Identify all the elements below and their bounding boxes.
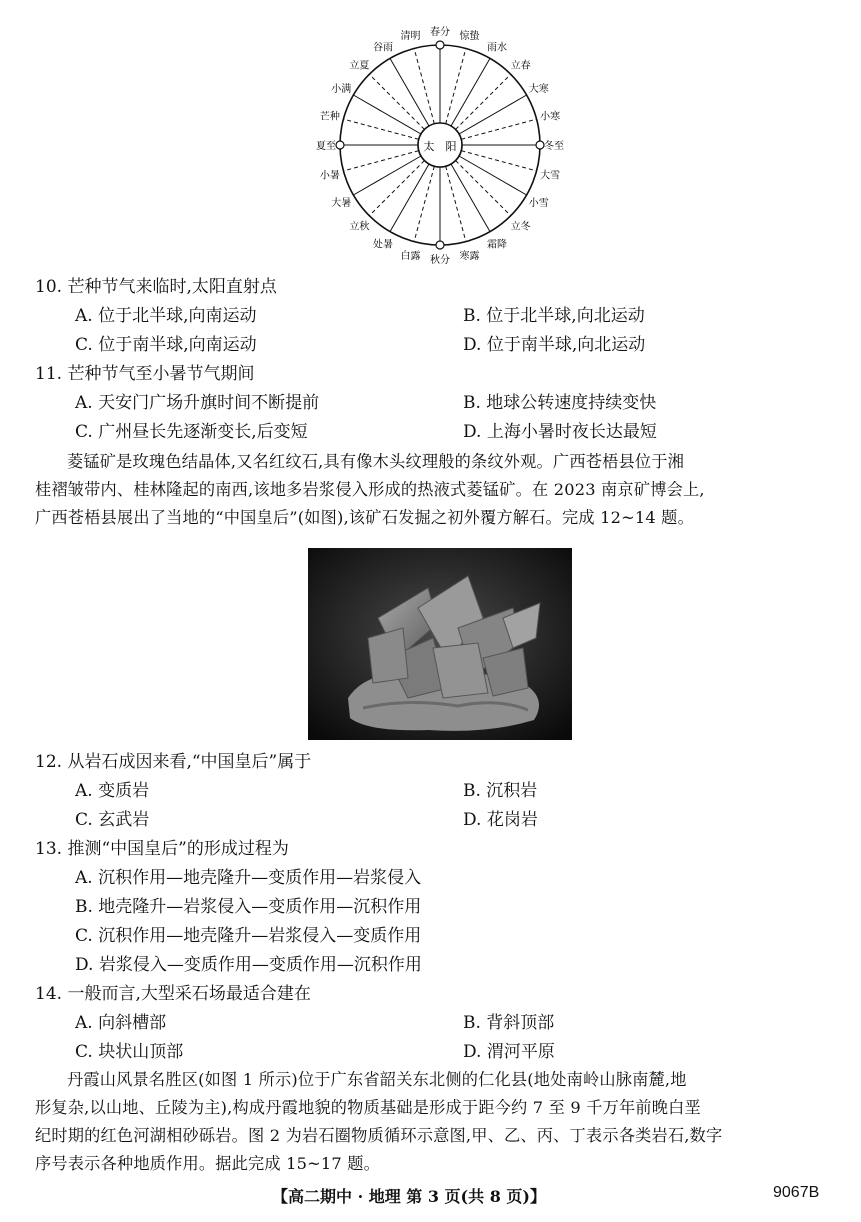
q13-option-c: C. 沉积作用—地壳隆升—岩浆侵入—变质作用 (75, 926, 422, 946)
term-spoke (459, 95, 527, 134)
q11-option-c: C. 广州昼长先逐渐变长,后变短 (75, 422, 308, 442)
q12-stem: 12. 从岩石成因来看,“中国皇后”属于 (35, 752, 312, 772)
footer-title: 【高二期中 · 地理 第 3 页(共 8 页)】 (272, 1187, 546, 1206)
passage2-line4: 序号表示各种地质作用。据此完成 15~17 题。 (35, 1154, 381, 1173)
q11-stem: 11. 芒种节气至小暑节气期间 (35, 364, 255, 384)
term-spoke (456, 74, 511, 129)
solar-term-label: 大暑 (331, 198, 352, 209)
term-spoke (459, 156, 527, 195)
solar-term-label: 小满 (331, 84, 352, 95)
q12-option-d: D. 花岗岩 (463, 810, 538, 830)
term-spoke (461, 151, 536, 171)
q14-option-c: C. 块状山顶部 (75, 1042, 184, 1062)
solar-term-label: 寒露 (459, 251, 480, 263)
term-spoke (369, 74, 424, 129)
q13-option-b: B. 地壳隆升—岩浆侵入—变质作用—沉积作用 (75, 897, 422, 917)
term-spoke (353, 156, 421, 195)
passage2-line2: 形复杂,以山地、丘陵为主),构成丹霞地貌的物质基础是形成于距今约 7 至 9 千万年前晚白垩 (35, 1098, 701, 1117)
q10-option-a: A. 位于北半球,向南运动 (75, 306, 257, 326)
passage1-line2: 桂褶皱带内、桂林隆起的南西,该地多岩浆侵入形成的热液式菱锰矿。在 2023 南京矿博会上, (35, 480, 705, 499)
cardinal-term-marker (436, 241, 444, 249)
cardinal-term-marker (536, 141, 544, 149)
term-spoke (451, 58, 490, 126)
passage2-line3: 纪时期的红色河湖相砂砾岩。图 2 为岩石圈物质循环示意图,甲、乙、丙、丁表示各类岩石,数字 (35, 1126, 723, 1145)
q14-option-b: B. 背斜顶部 (463, 1013, 555, 1033)
q12-option-c: C. 玄武岩 (75, 810, 150, 830)
term-spoke (451, 164, 490, 232)
term-spoke (461, 119, 536, 139)
solar-term-label: 霜降 (487, 239, 507, 251)
q10-option-d: D. 位于南半球,向北运动 (463, 335, 646, 355)
solar-term-label: 白露 (400, 251, 421, 263)
term-spoke (414, 48, 434, 123)
solar-term-label: 立春 (510, 60, 531, 72)
solar-term-label: 春分 (430, 27, 450, 38)
term-spoke (390, 164, 429, 232)
solar-term-label: 秋分 (430, 255, 450, 266)
term-spoke (353, 95, 421, 134)
solar-term-label: 冬至 (544, 141, 564, 152)
sun-label-right: 阳 (445, 140, 457, 153)
china-queen-mineral-photo (308, 548, 572, 740)
solar-term-label: 小雪 (528, 198, 549, 209)
passage-rhodochrosite (35, 448, 835, 532)
q11-option-a: A. 天安门广场升旗时间不断提前 (75, 393, 320, 413)
solar-term-label: 清明 (400, 30, 421, 42)
solar-term-label: 夏至 (316, 141, 336, 152)
term-spoke (446, 48, 466, 123)
solar-terms-diagram (300, 0, 580, 270)
solar-term-label: 小寒 (540, 111, 561, 123)
solar-term-label: 小暑 (319, 170, 340, 182)
q14-option-a: A. 向斜槽部 (75, 1013, 167, 1033)
solar-term-label: 处暑 (373, 239, 393, 251)
solar-term-label: 芒种 (319, 111, 340, 123)
q11-option-d: D. 上海小暑时夜长达最短 (463, 422, 657, 442)
cardinal-term-marker (336, 141, 344, 149)
passage1-line3: 广西苍梧县展出了当地的“中国皇后”(如图),该矿石发掘之初外覆方解石。完成 12~14 题。 (35, 508, 694, 527)
q14-option-d: D. 渭河平原 (463, 1042, 555, 1062)
term-spoke (369, 161, 424, 216)
term-spoke (456, 161, 511, 216)
footer-code: 9067B (773, 1184, 820, 1201)
solar-term-label: 立秋 (349, 221, 370, 233)
q13-stem: 13. 推测“中国皇后”的形成过程为 (35, 839, 289, 859)
passage-danxia (35, 1066, 835, 1178)
q10-stem: 10. 芒种节气来临时,太阳直射点 (35, 277, 277, 297)
q11-option-b: B. 地球公转速度持续变快 (463, 393, 657, 413)
q12-option-a: A. 变质岩 (75, 781, 150, 801)
q14-stem: 14. 一般而言,大型采石场最适合建在 (35, 984, 311, 1004)
q10-option-b: B. 位于北半球,向北运动 (463, 306, 645, 326)
solar-term-label: 大寒 (528, 84, 549, 95)
solar-term-label: 谷雨 (373, 42, 393, 54)
q12-option-b: B. 沉积岩 (463, 781, 538, 801)
solar-term-label: 雨水 (487, 42, 507, 54)
solar-term-label: 立冬 (510, 221, 531, 233)
solar-term-label: 大雪 (540, 170, 561, 182)
term-spoke (343, 119, 418, 139)
term-spoke (446, 166, 466, 241)
passage1-line1: 菱锰矿是玫瑰色结晶体,又名红纹石,具有像木头纹理般的条纹外观。广西苍梧县位于湘 (67, 452, 685, 471)
cardinal-term-marker (436, 41, 444, 49)
passage2-line1: 丹霞山风景名胜区(如图 1 所示)位于广东省韶关东北侧的仁化县(地处南岭山脉南麓,地 (67, 1070, 687, 1089)
q13-option-d: D. 岩浆侵入—变质作用—变质作用—沉积作用 (75, 955, 422, 975)
term-spoke (414, 166, 434, 241)
q10-option-c: C. 位于南半球,向南运动 (75, 335, 257, 355)
term-spoke (390, 58, 429, 126)
solar-term-label: 惊蛰 (459, 30, 480, 42)
solar-term-label: 立夏 (349, 60, 370, 72)
term-spoke (343, 151, 418, 171)
q13-option-a: A. 沉积作用—地壳隆升—变质作用—岩浆侵入 (75, 868, 422, 888)
sun-label-left: 太 (423, 140, 435, 153)
